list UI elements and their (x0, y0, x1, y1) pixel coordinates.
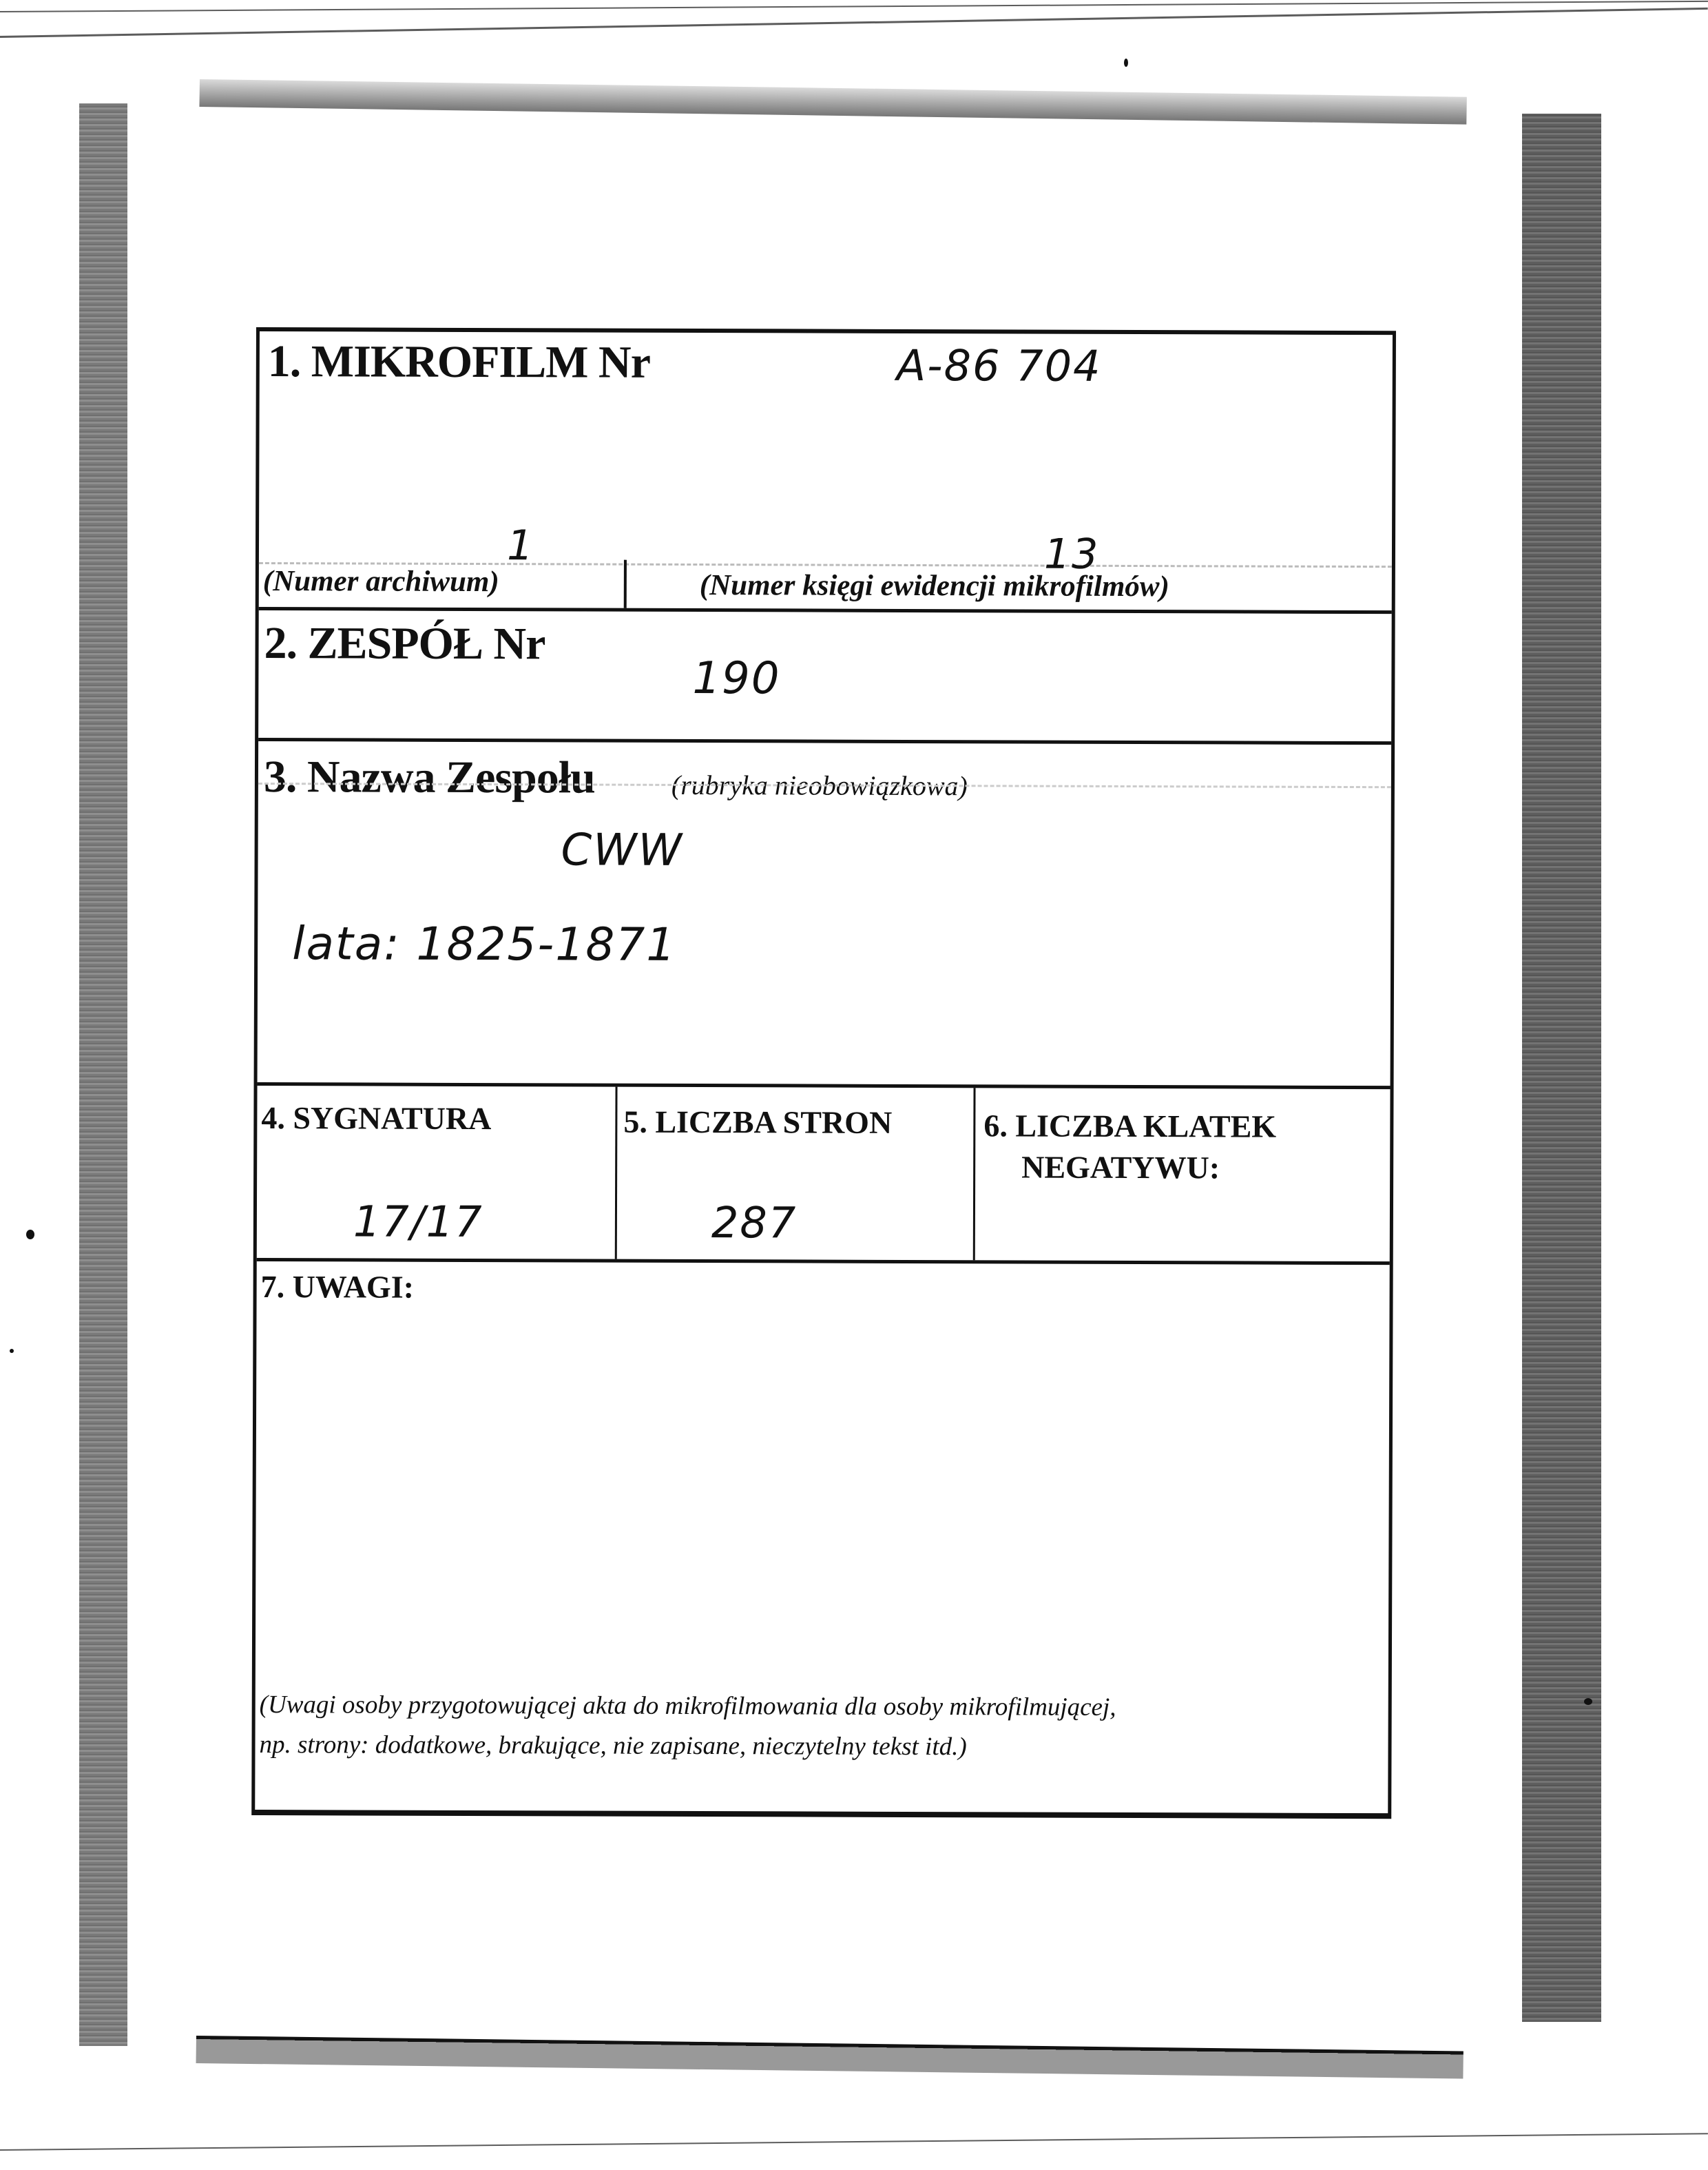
scan-artifact-line (0, 8, 1708, 38)
field-3-label: 3. Nazwa Zespołu (263, 752, 595, 803)
scan-speck (1124, 59, 1128, 67)
field-7-note-line-1: (Uwagi osoby przygotowującej akta do mikrofilmowania dla osoby mikrofilmującej, (259, 1691, 1116, 1722)
field-3-value-line-2[interactable]: lata: 1825-1871 (292, 917, 677, 971)
section-counts (257, 1086, 1391, 1265)
field-4-value[interactable]: 17/17 (353, 1196, 483, 1248)
register-number-label: (Numer księgi ewidencji mikrofilmów) (699, 569, 1169, 603)
section-nazwa-zespolu (258, 741, 1392, 1089)
field-3-value-line-1[interactable]: CWW (561, 825, 683, 876)
register-number-value[interactable]: 13 (1043, 530, 1100, 579)
section-uwagi (255, 1261, 1389, 1813)
section-mikrofilm (259, 331, 1393, 614)
field-5-value[interactable]: 287 (711, 1197, 798, 1248)
scan-artifact-line (0, 1, 1708, 12)
scan-speck (1584, 1698, 1592, 1705)
page-bottom-shadow (196, 2036, 1464, 2078)
column-divider (973, 1088, 976, 1260)
subfield-divider (624, 560, 627, 608)
page-top-shadow (199, 79, 1466, 125)
field-5-label: 5. LICZBA STRON (623, 1104, 893, 1140)
field-2-value[interactable]: 190 (692, 652, 781, 705)
field-3-hint: (rubryka nieobowiązkowa) (671, 769, 968, 802)
archive-number-value[interactable]: 1 (506, 521, 535, 570)
field-1-value[interactable]: A-86 704 (896, 340, 1102, 391)
field-1-label: 1. MIKROFILM Nr (267, 336, 651, 388)
scan-edge-band-right (1522, 114, 1601, 2022)
microfilm-record-form (251, 327, 1396, 1819)
field-6-label-line-1: 6. LICZBA KLATEK (983, 1108, 1277, 1144)
column-divider (615, 1087, 618, 1259)
field-4-label: 4. SYGNATURA (261, 1100, 492, 1137)
field-7-label: 7. UWAGI: (260, 1269, 415, 1305)
section-zespol (258, 610, 1392, 745)
scan-artifact-line (0, 2133, 1708, 2151)
field-2-label: 2. ZESPÓŁ Nr (264, 618, 545, 670)
field-6-label-line-2: NEGATYWU: (1021, 1149, 1220, 1186)
scan-edge-band-left (79, 103, 127, 2046)
archive-number-label: (Numer archiwum) (262, 565, 499, 599)
field-7-note-line-2: np. strony: dodatkowe, brakujące, nie zapisane, nieczytelny tekst itd.) (259, 1730, 967, 1761)
scan-speck (10, 1349, 14, 1353)
scan-speck (26, 1230, 34, 1239)
